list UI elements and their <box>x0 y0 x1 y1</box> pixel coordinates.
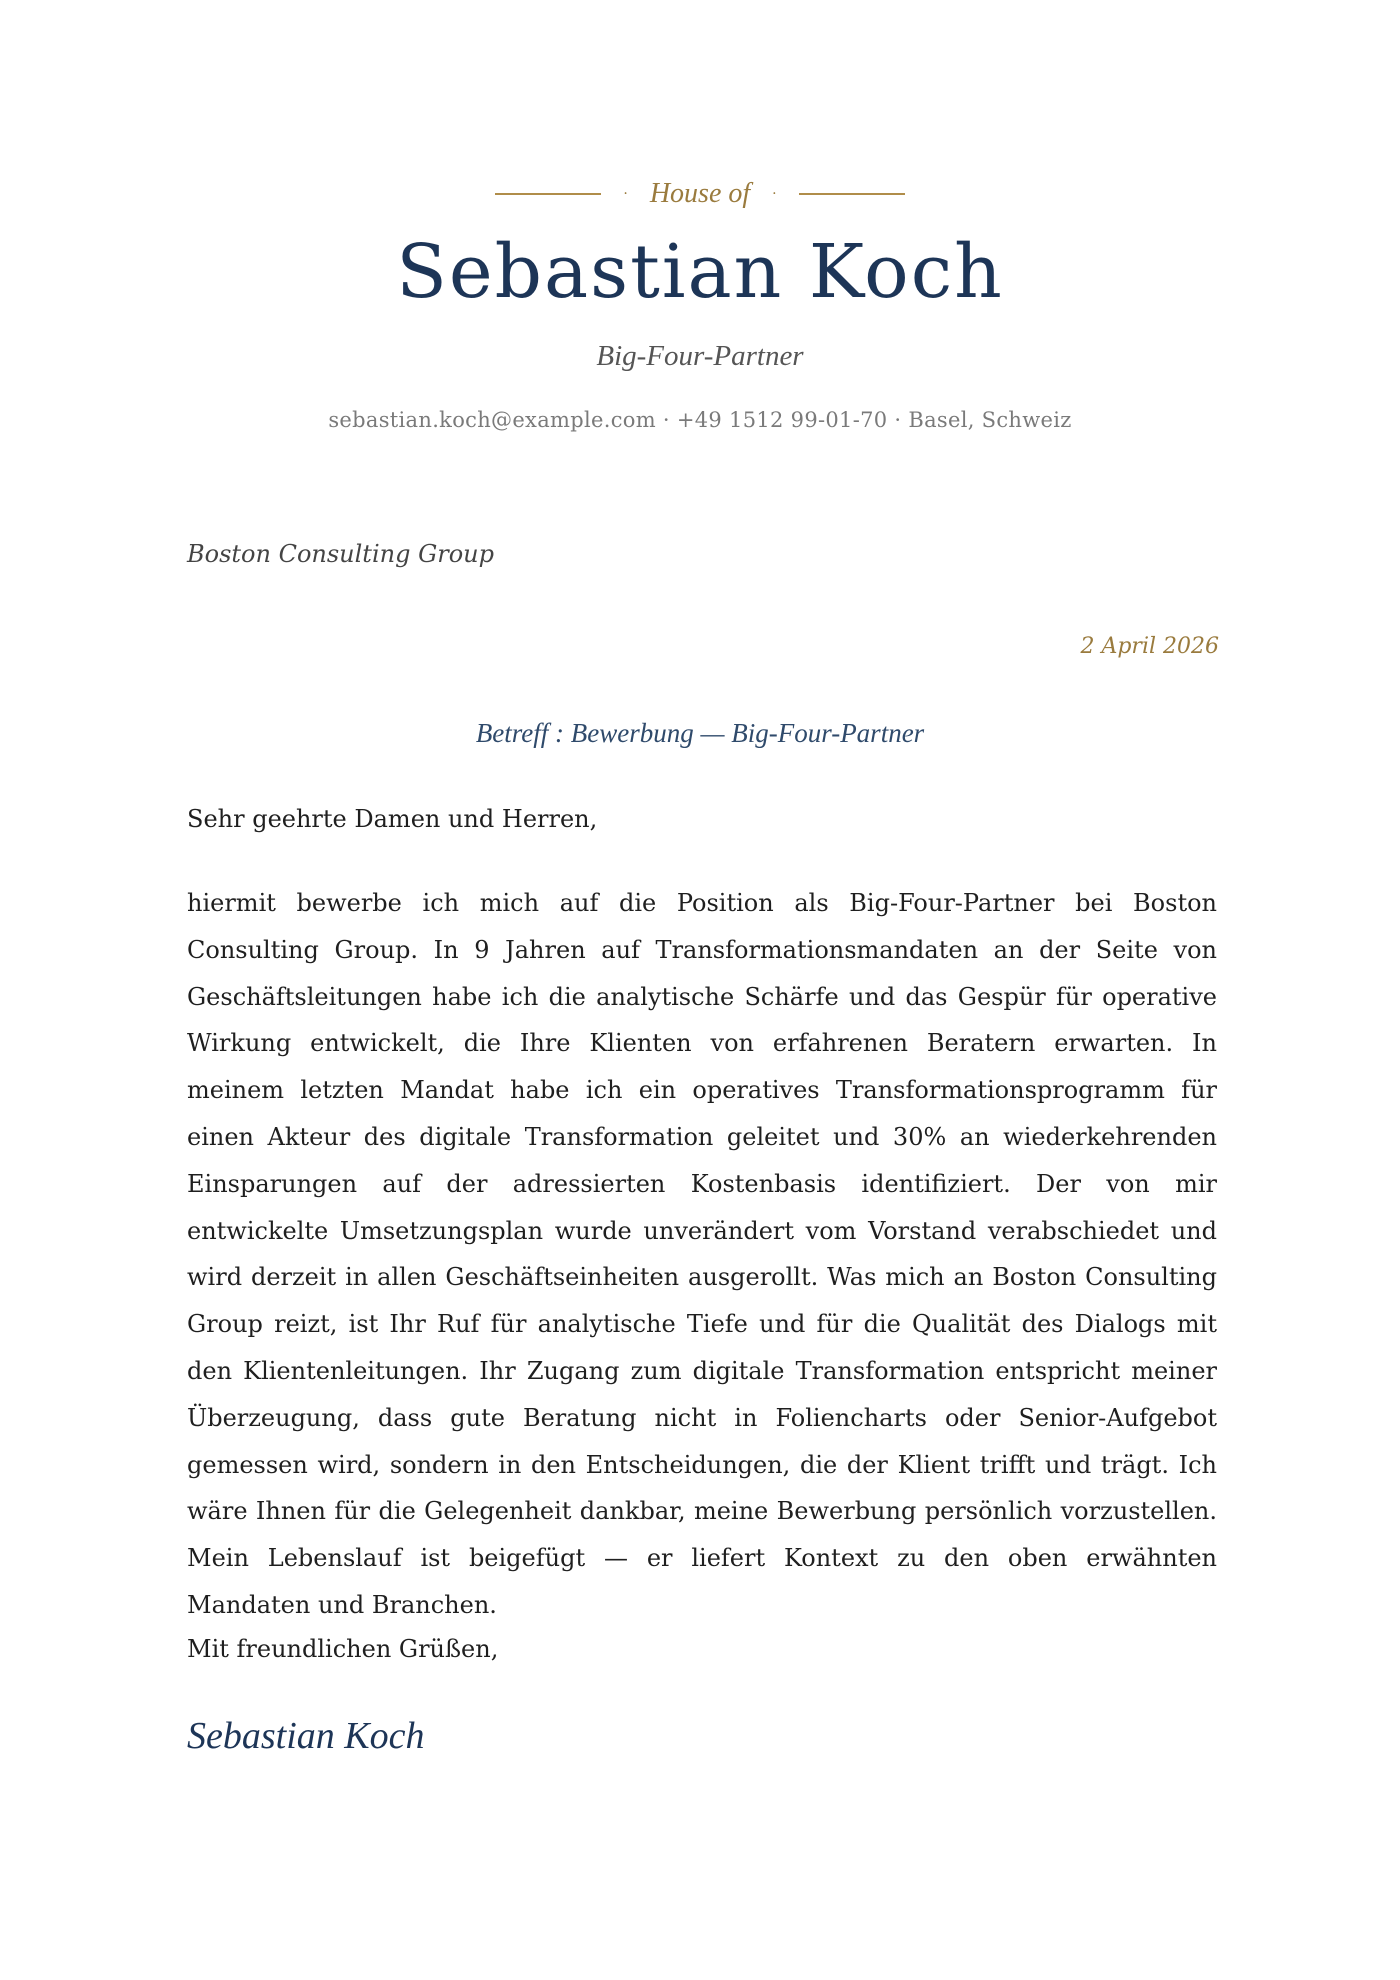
letter-body: hiermit bewerbe ich mich auf die Position als Big-Four-Partner bei Boston Consulting Group. In 9 Jahren auf Transformationsmandaten an der Seite von Geschäftsleitungen habe ich die analytische Schärfe und das Gespür für operative Wirkung entwickelt, die Ihre Klienten von erfahrenen Beratern erwarten. In meinem letzten Mandat habe ich ein operatives Transformationsprogramm für einen Akteur des digitale Transformation geleitet und 30% an wiederkehrenden Einsparungen auf der adressierten Kostenbasis identifiziert. Der von mir entwickelte Umsetzungsplan wurde unverändert vom Vorstand verabschiedet und wird derzeit in allen Geschäftseinheiten ausgerollt. Was mich an Boston Consulting Group reizt, ist Ihr Ruf für analytische Tiefe und für die Qualität des Dialogs mit den Klientenleitungen. Ihr Zugang zum digitale Transformation entspricht meiner Überzeugung, dass gute Beratung nicht in Foliencharts oder Senior-Aufgebot gemessen wird, sondern in den Entscheidungen, die der Klient trifft und trägt. Ich wäre Ihnen für die Gelegenheit dankbar, meine Bewerbung persönlich vorzustellen. Mein Lebenslauf ist beigefügt — er liefert Kontext zu den oben erwähnten Mandaten und Branchen. <box>187 889 1217 1619</box>
header-crest <box>0 178 1400 210</box>
sender-role: Big-Four-Partner <box>596 340 804 372</box>
signature: Sebastian Koch <box>187 1715 425 1757</box>
letter-subject: Betreff : Bewerbung — Big-Four-Partner <box>475 718 925 748</box>
crest-text: House of <box>649 178 751 209</box>
closing: Mit freundlichen Grüßen, <box>187 1635 499 1663</box>
crest-rule-right <box>799 193 905 195</box>
sender-contact: sebastian.koch@example.com · +49 1512 99-01-70 · Basel, Schweiz <box>328 408 1072 432</box>
letter-date: 2 April 2026 <box>1080 634 1219 659</box>
crest-dot-right: · <box>772 186 777 202</box>
crest-rule-left <box>495 193 601 195</box>
crest-dot-left: · <box>623 186 628 202</box>
sender-name: Sebastian Koch <box>396 229 1004 315</box>
recipient: Boston Consulting Group <box>187 540 494 568</box>
salutation: Sehr geehrte Damen und Herren, <box>187 805 598 833</box>
